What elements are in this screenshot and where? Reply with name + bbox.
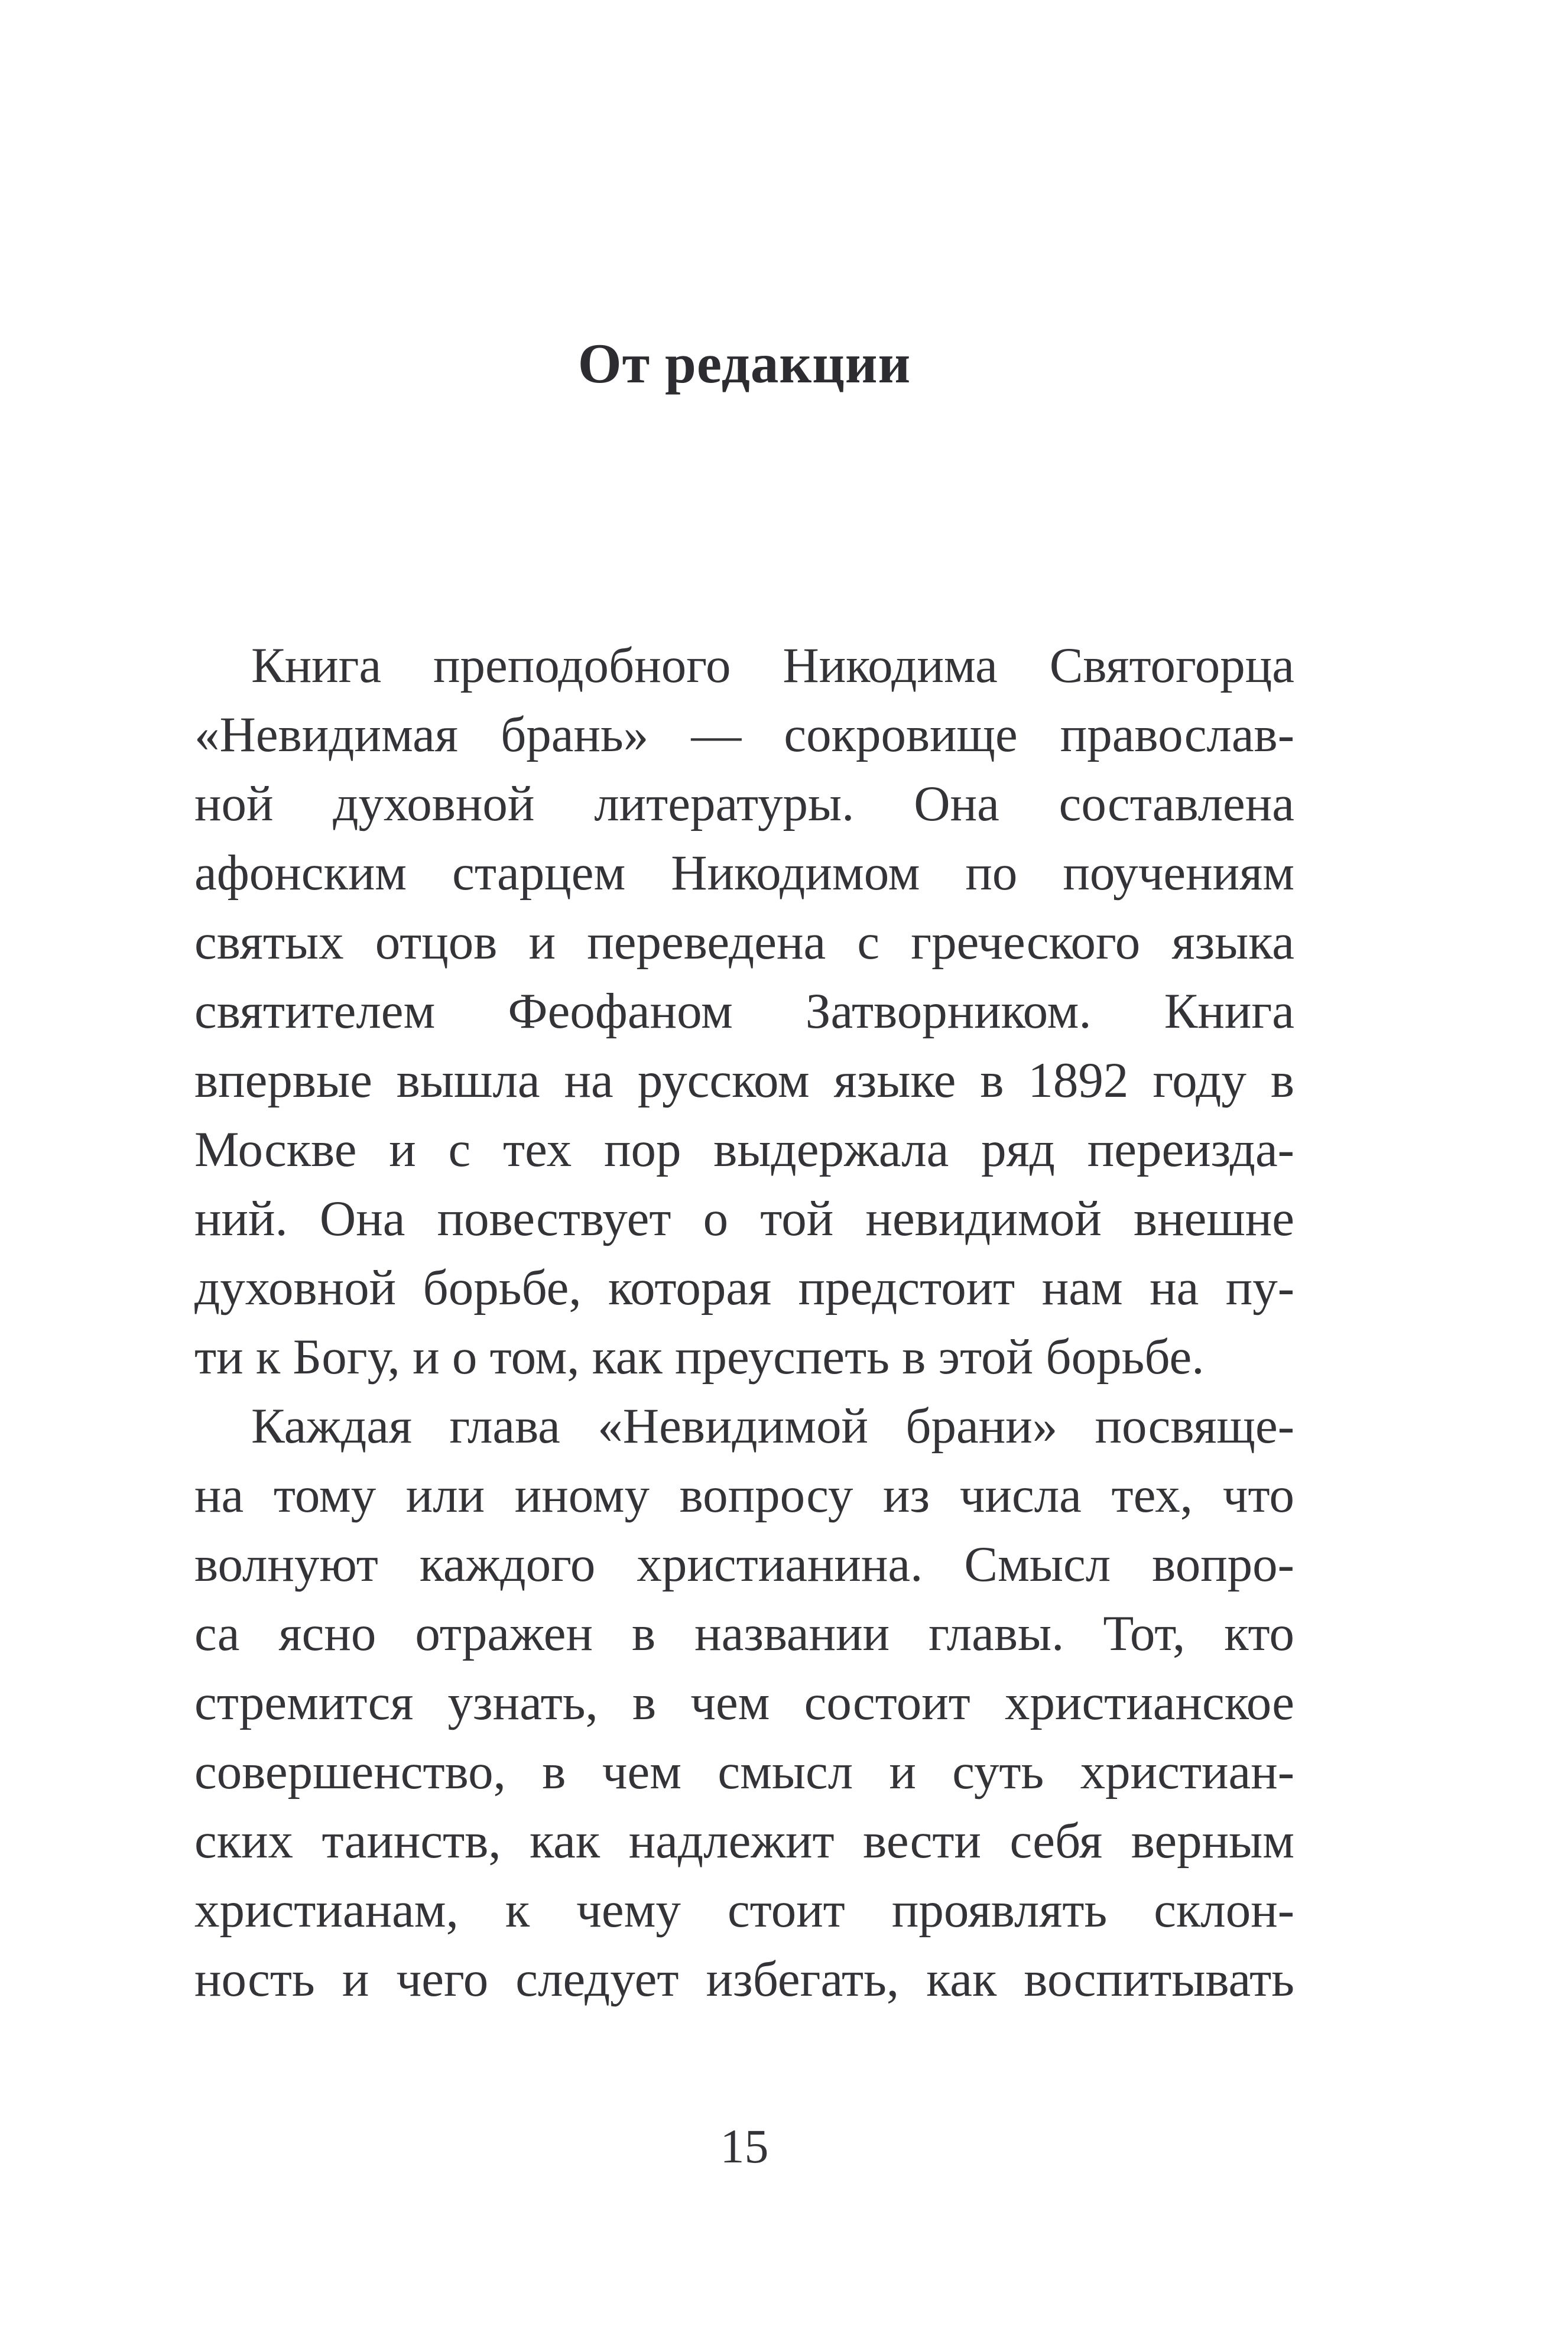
text-line: впервые вышла на русском языке в 1892 году в (194, 1053, 1294, 1108)
text-line: совершенство, в чем смысл и суть христиан- (194, 1744, 1294, 1800)
text-line: духовной борьбе, которая предстоит нам на пу- (194, 1260, 1294, 1316)
text-line: ти к Богу, и о том, как преуспеть в этой борьбе. (194, 1329, 1205, 1385)
text-line: ность и чего следует избегать, как воспитывать (194, 1951, 1294, 2007)
text-line: Книга преподобного Никодима Святогорца (251, 638, 1294, 693)
text-line: христианам, к чему стоит проявлять склон- (194, 1882, 1294, 1938)
text-line: ний. Она повествует о той невидимой внешне (194, 1191, 1294, 1246)
text-block (194, 631, 1294, 2014)
text-line: Каждая глава «Невидимой брани» посвяще- (251, 1398, 1294, 1454)
text-line: на тому или иному вопросу из числа тех, что (194, 1467, 1294, 1523)
text-line: святых отцов и переведена с греческого языка (194, 914, 1294, 970)
text-line: ной духовной литературы. Она составлена (194, 776, 1294, 832)
text-line: афонским старцем Никодимом по поучениям (194, 845, 1294, 901)
text-line: Москве и с тех пор выдержала ряд переизда- (194, 1122, 1294, 1177)
page-number: 15 (720, 2119, 769, 2173)
text-line: волнуют каждого христианина. Смысл вопро- (194, 1537, 1294, 1592)
text-line: ских таинств, как надлежит вести себя верным (194, 1813, 1294, 1869)
page-title: От редакции (577, 332, 911, 395)
body-paragraph (194, 1392, 1294, 2014)
text-line: са ясно отражен в названии главы. Тот, кто (194, 1606, 1294, 1661)
text-line: «Невидимая брань» — сокровище православ- (194, 707, 1294, 762)
text-line: святителем Феофаном Затворником. Книга (194, 983, 1294, 1039)
text-line: стремится узнать, в чем состоит христианское (194, 1675, 1294, 1730)
body-paragraph (194, 631, 1294, 1392)
